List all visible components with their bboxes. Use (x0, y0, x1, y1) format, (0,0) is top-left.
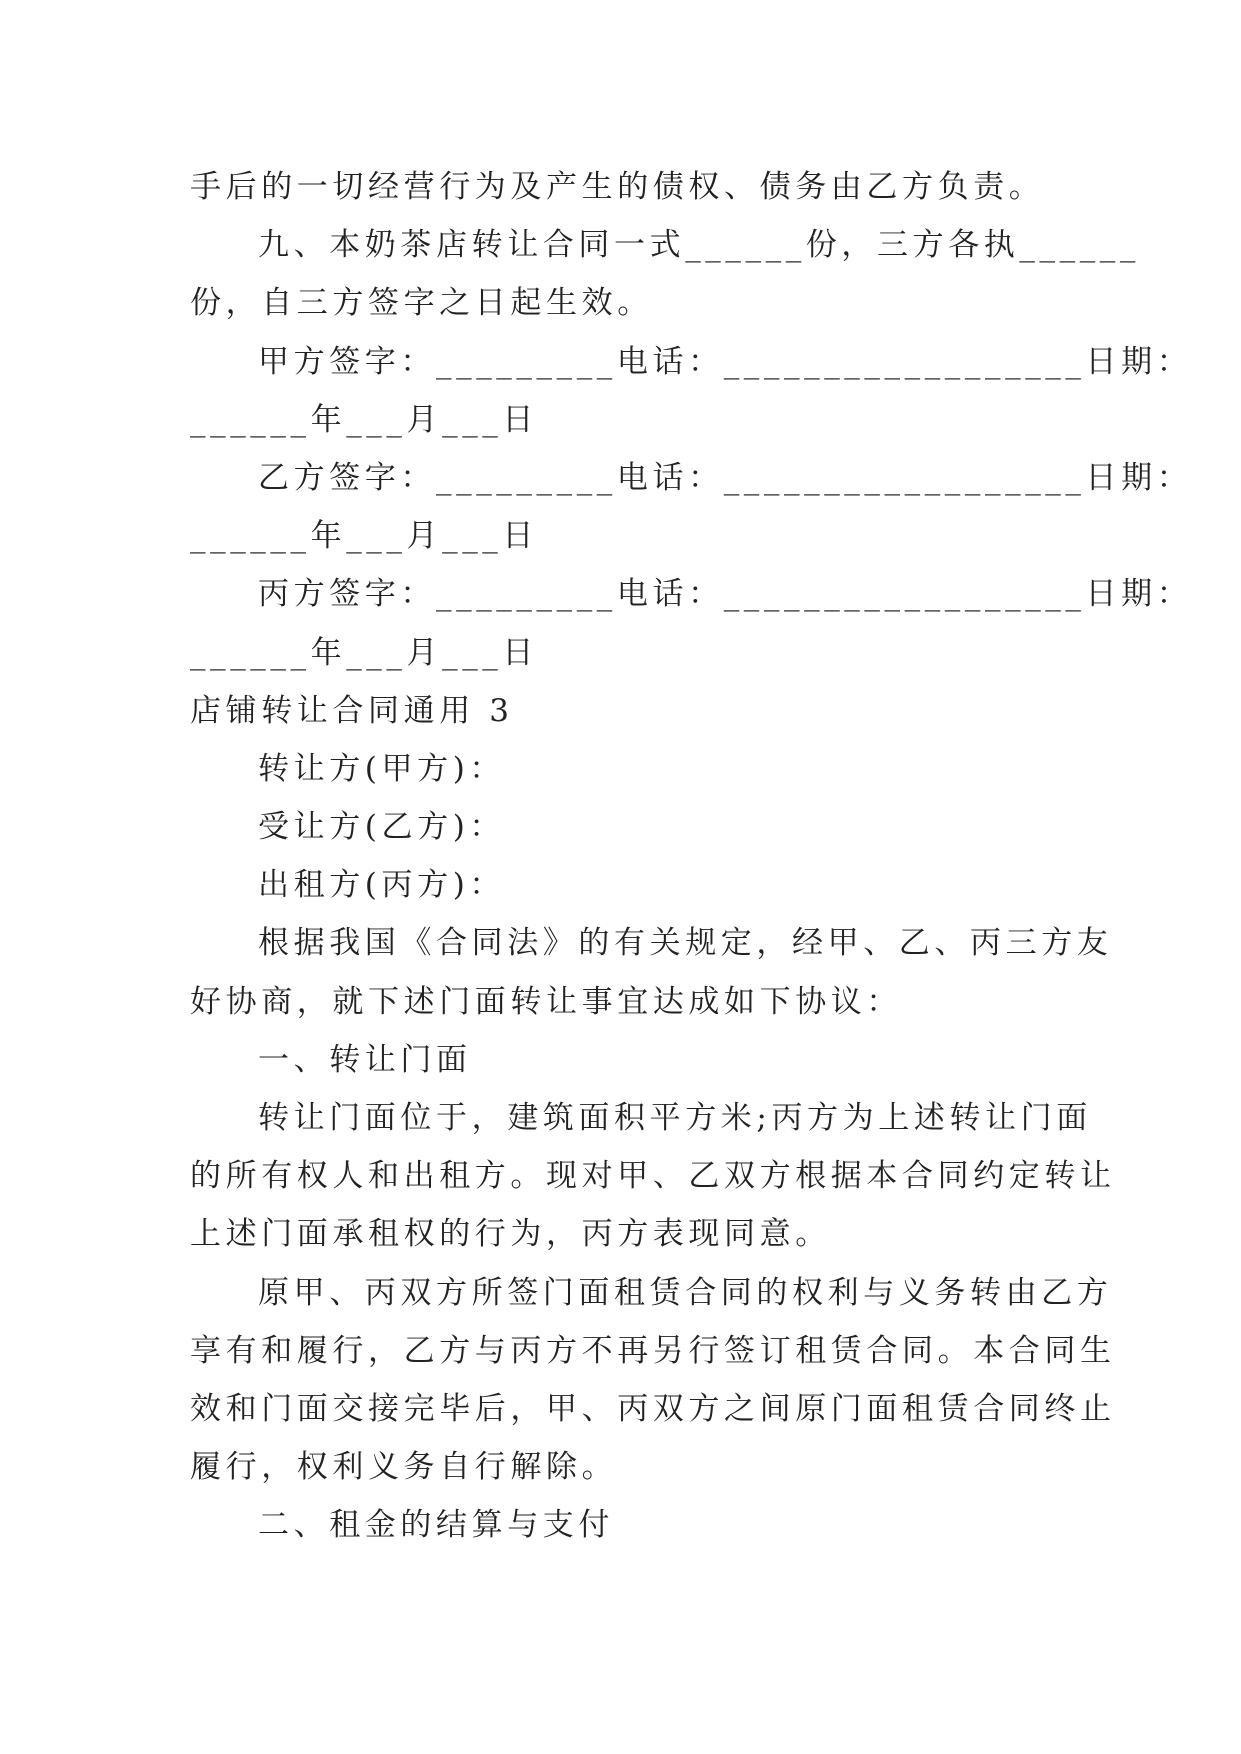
body-line: 好协商，就下述门面转让事宜达成如下协议： (190, 983, 902, 1020)
clause-nine-line: 九、本奶茶店转让合同一式______份，三方各执______ (258, 227, 1140, 264)
lessor-label: 出租方(丙方)： (258, 867, 505, 904)
body-line: 转让门面位于，建筑面积平方米;丙方为上述转让门面 (258, 1100, 1092, 1136)
body-line: 的所有权人和出租方。现对甲、乙双方根据本合同约定转让 (190, 1158, 1116, 1195)
transferee-label: 受让方(乙方)： (258, 809, 505, 846)
body-line: 根据我国《合同法》的有关规定，经甲、乙、丙三方友 (258, 925, 1113, 962)
body-line: 份，自三方签字之日起生效。 (190, 285, 653, 322)
date-line: ______年___月___日 (190, 401, 538, 438)
party-c-signature-line: 丙方签字：_________电话：__________________日期： (258, 576, 1193, 613)
body-line: 原甲、丙双方所签门面租赁合同的权利与义务转由乙方 (258, 1274, 1113, 1311)
party-a-signature-line: 甲方签字：_________电话：__________________日期： (258, 343, 1193, 380)
document-page (190, 158, 1193, 1555)
section-title: 店铺转让合同通用 3 (190, 692, 514, 729)
body-line: 上述门面承租权的行为，丙方表现同意。 (190, 1216, 831, 1253)
date-line: ______年___月___日 (190, 634, 538, 671)
body-line: 效和门面交接完毕后，甲、丙双方之间原门面租赁合同终止 (190, 1390, 1116, 1427)
transferor-label: 转让方(甲方)： (258, 750, 505, 787)
body-line: 手后的一切经营行为及产生的债权、债务由乙方负责。 (190, 169, 1045, 205)
body-line: 享有和履行，乙方与丙方不再另行签订租赁合同。本合同生 (190, 1332, 1116, 1369)
party-b-signature-line: 乙方签字：_________电话：__________________日期： (258, 459, 1193, 496)
date-line: ______年___月___日 (190, 518, 538, 555)
clause-heading: 二、租金的结算与支付 (258, 1507, 614, 1544)
body-line: 履行，权利义务自行解除。 (190, 1449, 618, 1486)
clause-heading: 一、转让门面 (258, 1041, 472, 1078)
